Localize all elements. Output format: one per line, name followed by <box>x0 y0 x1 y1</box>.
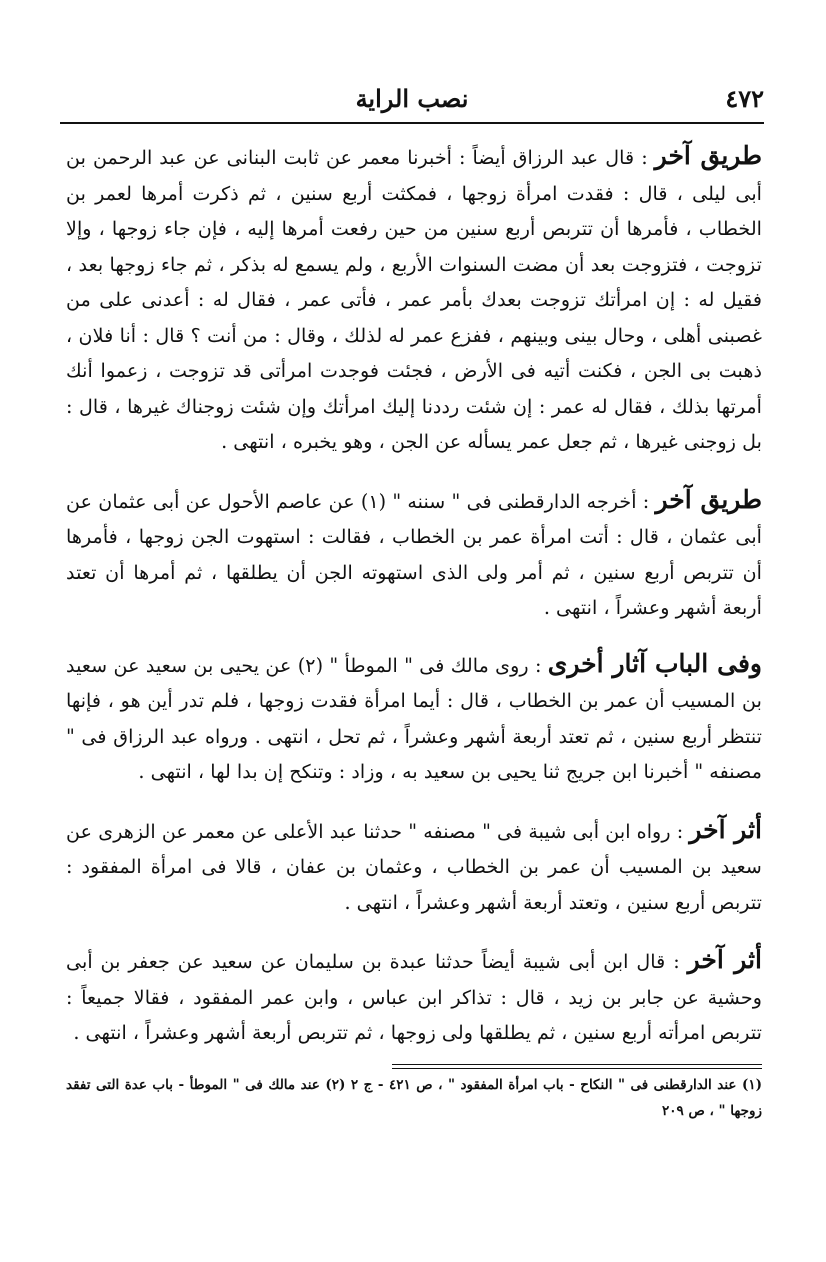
paragraph-lead: أثر آخر <box>689 814 762 844</box>
paragraph-2 <box>66 482 762 626</box>
paragraph-text: : أخرجه الدارقطنى فى " سننه " (١) عن عاصم الأحول عن أبى عثمان عن أبى عثمان ، قال : أتت امرأة عمر بن الخطاب ، فقالت : استهوت الجن زوجها ، فأمرها أن تتربص أربع سنين ، ثم أمر ولى الذى استهوته الجن أن يطلقها ، ثم أمرها أن تعتد أربعة أشهر وعشراً ، انتهى . <box>66 489 762 619</box>
paragraph-lead: وفى الباب آثار أخرى <box>547 648 762 678</box>
paragraph-text: : قال عبد الرزاق أيضاً : أخبرنا معمر عن ثابت البنانى عن عبد الرحمن بن أبى ليلى ، قال : فقدت امرأة زوجها ، فمكثت أربع سنين ، ثم ذكرت أمرها لعمر بن الخطاب ، فأمرها أن تتربص أربع سنين من حين رفعت أمرها إليه ، فإن جاء زوجها ، وإلا تزوجت ، فتزوجت بعد أن مضت السنوات الأربع ، ولم يسمع له بذكر ، ثم جاء زوجها بعد ، فقيل له : إن امرأتك تزوجت بعدك بأمر عمر ، فأتى عمر ، فقال له : أعدنى على من غصبنى أهلى ، وحال بينى وبينهم ، ففزع عمر له لذلك ، وقال : من أنت ؟ قال : أنا فلان ، ذهبت بى الجن ، فكنت أتيه فى الأرض ، فجئت فوجدت امرأتى قد تزوجت ، زعموا أنك أمرتها بذلك ، فقال له عمر : إن شئت رددنا إليك امرأتك وإن شئت زوجناك غيرها ، قال : بل زوجنى غيرها ، ثم جعل عمر يسأله عن الجن ، وهو يخبره ، انتهى . <box>66 146 762 453</box>
paragraph-lead: طريق آخر <box>654 141 762 170</box>
paragraph-text: : رواه ابن أبى شيبة فى " مصنفه " حدثنا عبد الأعلى عن معمر عن الزهرى عن سعيد بن المسيب أن عمر بن الخطاب ، وعثمان بن عفان ، قالا فى امرأة المفقود : تتربص أربع سنين ، وتعتد أربعة أشهر وعشراً ، انتهى . <box>66 819 762 914</box>
paragraph-1 <box>66 138 762 460</box>
page-header <box>60 82 764 120</box>
paragraph-5 <box>66 942 762 1051</box>
paragraph-lead: أثر آخر <box>687 945 762 974</box>
header-rule <box>60 122 764 124</box>
footnotes: (١) عند الدارقطنى فى " النكاح - باب امرأة المفقود " ، ص ٤٢١ - ج ٢ (٢) عند مالك فى " الموطأ - باب عدة التى تفقد زوجها " ، ص ٢٠٩ <box>66 1077 763 1119</box>
page-number: ٤٧٢ <box>725 84 764 113</box>
paragraph-4 <box>66 812 762 921</box>
paragraph-3 <box>66 646 762 790</box>
paragraph-lead: طريق آخر <box>655 484 763 514</box>
running-title: نصب الراية <box>355 84 469 113</box>
paragraph-text: : قال ابن أبى شيبة أيضاً حدثنا عبدة بن سليمان عن سعيد عن جعفر بن أبى وحشية عن جابر بن زيد ، قال : تذاكر ابن عباس ، وابن عمر المفقود ، فقالا جميعاً : تتربص امرأته أربع سنين ، ثم يطلقها ولى زوجها ، ثم تتربص أربعة أشهر وعشراً ، انتهى . <box>66 950 762 1044</box>
footnote-rule <box>392 1068 762 1069</box>
paragraph-text: : روى مالك فى " الموطأ " (٢) عن يحيى بن سعيد عن سعيد بن المسيب أن عمر بن الخطاب ، قال : أيما امرأة فقدت زوجها ، فلم تدر أين هو ، فإنها تنتظر أربع سنين ، ثم تعتد أربعة أشهر وعشراً ، ثم تحل ، انتهى . ورواه عبد الرزاق فى " مصنفه " أخبرنا ابن جريج ثنا يحيى بن سعيد به ، وزاد : وتنكح إن بدا لها ، انتهى . <box>66 653 762 783</box>
main-text <box>66 138 762 1073</box>
footnote-rule <box>392 1064 762 1065</box>
